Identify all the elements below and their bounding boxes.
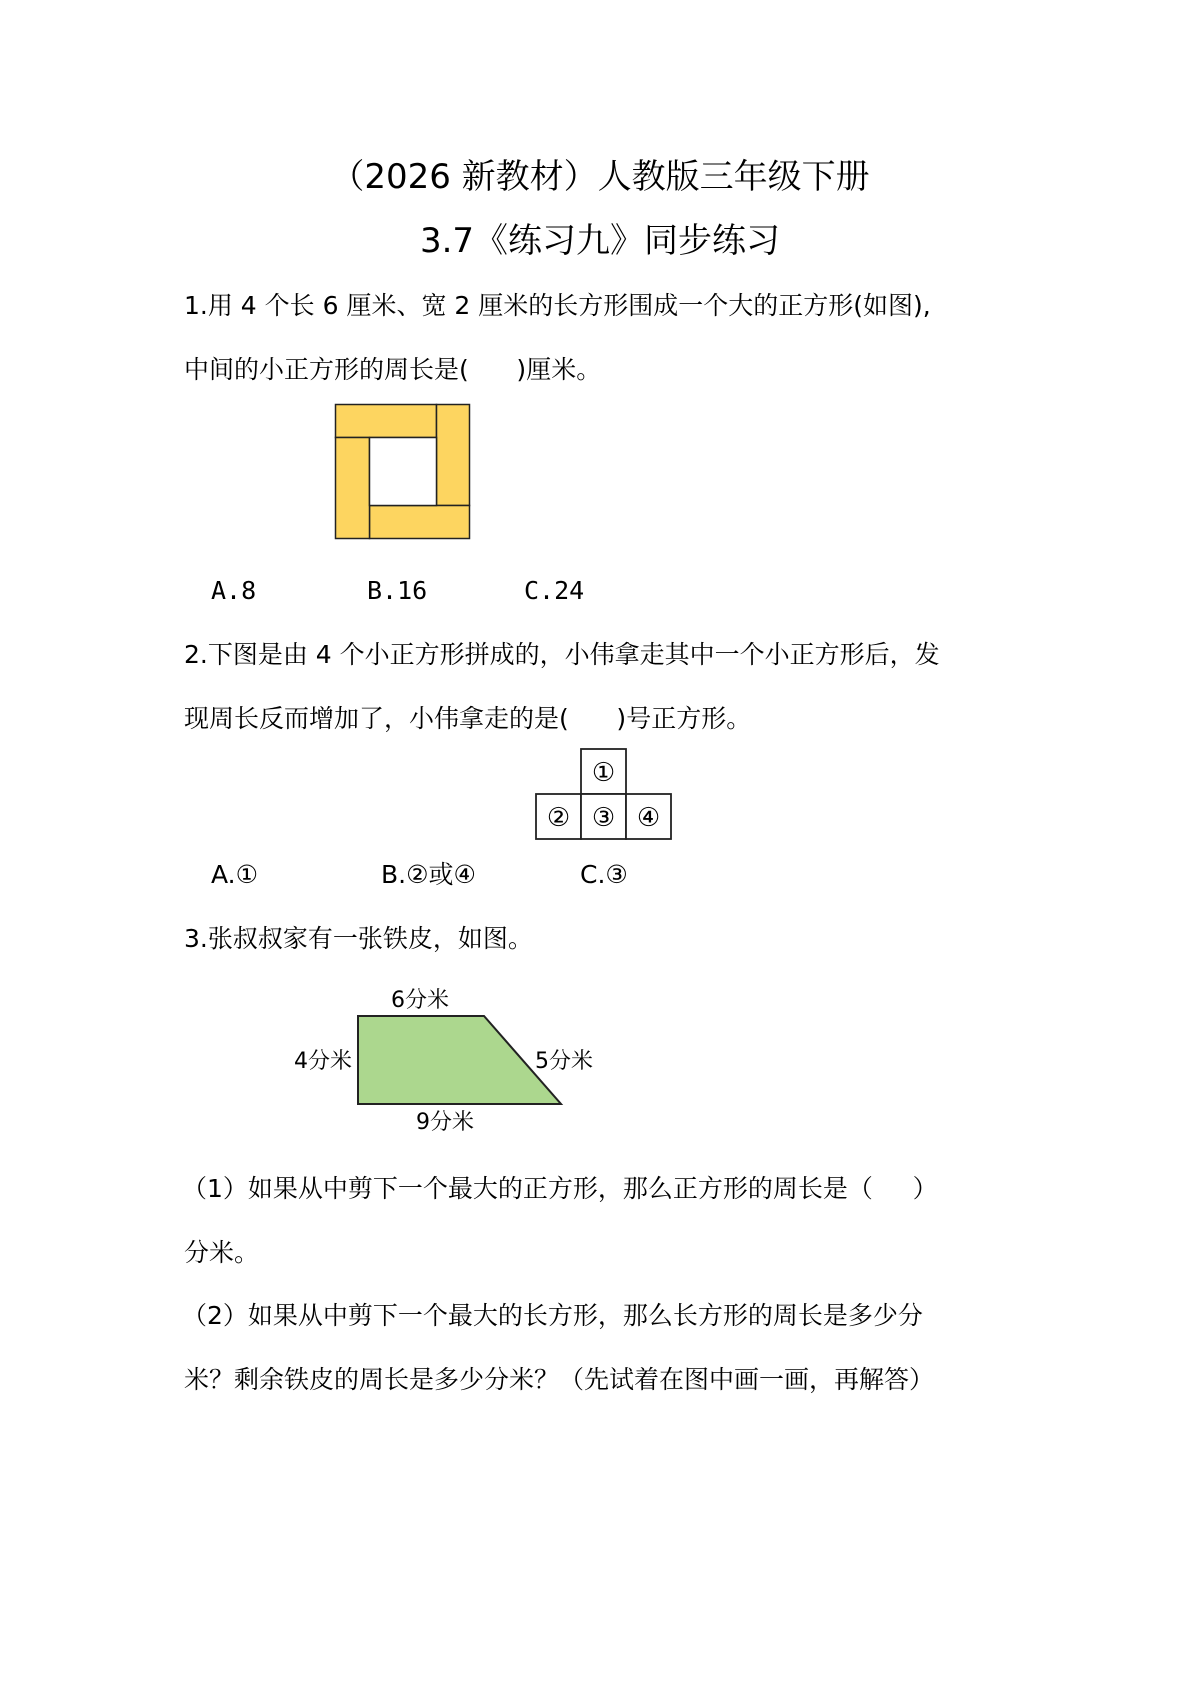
label-left: 4分米 (294, 1049, 352, 1074)
question-3-sub-1-line-2: 分米。 (184, 1238, 260, 1267)
frame-rect-left (336, 438, 370, 539)
question-2-option-c: C.③ (580, 860, 628, 889)
question-1-figure (335, 404, 471, 540)
question-1-line-2: 中间的小正方形的周长是( )厘米。 (184, 355, 602, 384)
square-4-label: ④ (636, 803, 661, 833)
square-2-label: ② (546, 803, 571, 833)
question-3-figure (280, 980, 620, 1136)
square-1-label: ① (591, 758, 616, 788)
square-3-label: ③ (591, 803, 616, 833)
question-2-line-2: 现周长反而增加了，小伟拿走的是( )号正方形。 (184, 704, 752, 733)
frame-rect-bottom (370, 506, 470, 539)
question-2-option-b: B.②或④ (381, 860, 476, 889)
frame-rect-right (437, 405, 470, 506)
page-subtitle: 3.7《练习九》同步练习 (419, 221, 781, 261)
question-2-figure (535, 748, 673, 842)
page-title: （2026 新教材）人教版三年级下册 (330, 157, 870, 197)
question-3-sub-2-line-2: 米？剩余铁皮的周长是多少分米？（先试着在图中画一画，再解答） (184, 1365, 935, 1394)
question-1-option-c: C.24 (524, 576, 585, 605)
label-bottom: 9分米 (416, 1110, 474, 1135)
label-right: 5分米 (535, 1049, 593, 1074)
question-3-sub-1-line-1: （1）如果从中剪下一个最大的正方形，那么正方形的周长是（ ） (182, 1174, 938, 1203)
frame-rect-top (336, 405, 437, 438)
question-2-option-a: A.① (211, 860, 259, 889)
question-1-option-b: B.16 (367, 576, 428, 605)
inner-square (370, 438, 437, 506)
question-1-option-a: A.8 (211, 576, 257, 605)
question-1-line-1: 1.用 4 个长 6 厘米、宽 2 厘米的长方形围成一个大的正方形(如图), (184, 291, 931, 320)
label-top: 6分米 (391, 988, 449, 1013)
question-3-line-1: 3.张叔叔家有一张铁皮，如图。 (184, 924, 533, 953)
question-2-line-1: 2.下图是由 4 个小正方形拼成的，小伟拿走其中一个小正方形后，发 (184, 640, 940, 669)
trapezoid-sheet (358, 1016, 561, 1104)
question-3-sub-2-line-1: （2）如果从中剪下一个最大的长方形，那么长方形的周长是多少分 (182, 1301, 923, 1330)
